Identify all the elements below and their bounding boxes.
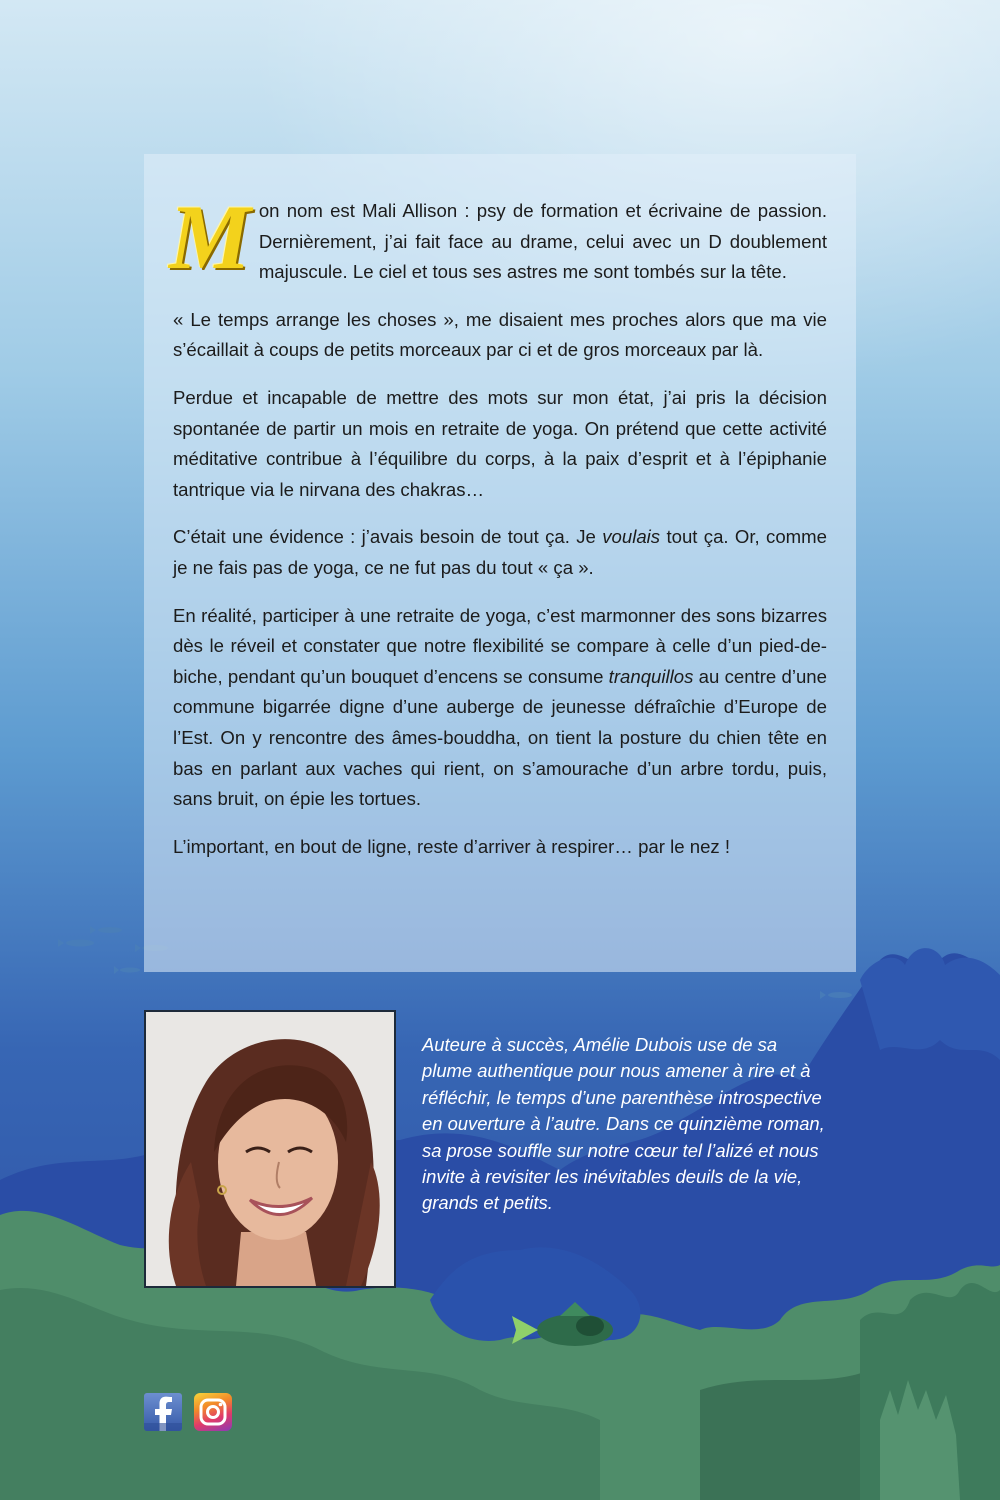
blurb-paragraph-4-part-b: tout ça. Or, comme je ne fais pas de yoga, ce ne fut pas du tout « ça ».	[173, 526, 827, 578]
blurb-paragraph-6: L’important, en bout de ligne, reste d’arriver à respirer… par le nez !	[173, 835, 731, 857]
blurb-paragraph-3: Perdue et incapable de mettre des mots sur mon état, j’ai pris la décision spontanée de partir un mois en retraite de yoga. On prétend que cette activité méditative contribue à l’équilibre du corps, à la paix d’esprit et à l’épiphanie tantrique via le nirvana des chakras…	[173, 386, 827, 500]
author-bio: Auteure à succès, Amélie Dubois use de sa plume authentique pour nous amener à rire et à réfléchir, le temps d’une parenthèse introspective en ouverture à l’autre. Dans ce quinzième roman, sa prose souffle sur notre cœur tel l’alizé et nous invite à revisiter les inévitables deuils de la vie, grands et petits.	[422, 1034, 825, 1214]
blurb-paragraph-4-italic: voulais	[602, 526, 661, 548]
blurb-paragraph-2: « Le temps arrange les choses », me disaient mes proches alors que ma vie s’écaillait à coups de petits morceaux par ci et de gros morceaux par là.	[173, 308, 827, 361]
blurb-paragraph-1-text: on nom est Mali Allison : psy de formation et écrivaine de passion. Dernièrement, j’ai fait face au drame, celui avec un D doublement majuscule. Le ciel et tous ses astres me sont tombés sur la tête.	[258, 200, 827, 283]
blurb-paragraph-5-italic: tranquillos	[608, 665, 694, 687]
instagram-icon[interactable]	[194, 1393, 232, 1431]
blurb-paragraph-4	[173, 522, 827, 583]
facebook-icon[interactable]	[144, 1393, 182, 1431]
blurb-paragraph-5-part-b: au centre d’une commune bigarrée digne d’une auberge de jeunesse défraîchie d’Europe de l’Est. On y rencontre des âmes-bouddha, on tient la posture du chien tête en bas en parlant aux vaches qui rient, on s’amourache d’un arbre tordu, puis, sans bruit, on épie les tortues.	[173, 665, 827, 810]
dropcap-letter: M	[169, 186, 251, 288]
blurb-paragraph-1	[169, 186, 827, 288]
author-photo	[144, 1010, 396, 1288]
blurb-paragraph-5-part-a: En réalité, participer à une retraite de yoga, c’est marmonner des sons bizarres dès le réveil et constater que notre flexibilité se compare à celle d’un pied-de-biche, pendant qu’un bouquet d’encens se consume	[173, 604, 827, 687]
blurb-panel	[144, 154, 856, 972]
blurb-paragraph-5	[173, 601, 827, 815]
blurb-paragraph-4-part-a: C’était une évidence : j’avais besoin de tout ça. Je	[173, 526, 603, 548]
